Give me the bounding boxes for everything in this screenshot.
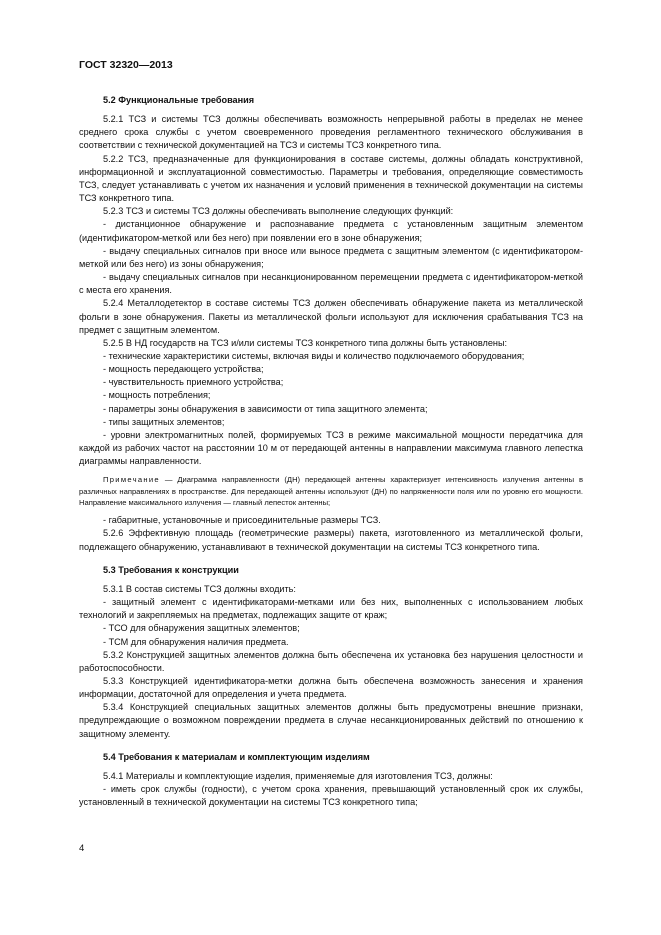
para-5-2-6: 5.2.6 Эффективную площадь (геометрические размеры) пакета, изготовленного из металлической фольги, подлежащего обнаружению, устанавливают в технической документации на системы ТСЗ конкретного типа. (79, 528, 583, 552)
list-item: - типы защитных элементов; (103, 416, 225, 427)
list-item: - технические характеристики системы, включая виды и количество подключаемого оборудования; (103, 350, 525, 361)
list-item: - параметры зоны обнаружения в зависимости от типа защитного элемента; (103, 403, 428, 414)
para-5-4-1: 5.4.1 Материалы и комплектующие изделия, применяемые для изготовления ТСЗ, должны: (103, 770, 493, 781)
para-5-3-2: 5.3.2 Конструкцией защитных элементов должна быть обеспечена их установка без нарушения целостности и работоспособности. (79, 649, 583, 673)
note-label: Примечание (103, 475, 160, 485)
list-item: - мощность передающего устройства; (103, 364, 264, 375)
section-5-4-title: 5.4 Требования к материалам и комплектующим изделиям (103, 751, 370, 762)
para-5-3-3: 5.3.3 Конструкцией идентификатора-метки должна быть обеспечена возможность занесения и хранения информации, достаточной для определения и учета предмета. (79, 675, 583, 700)
para-5-2-5: 5.2.5 В НД государств на ТСЗ и/или системы ТСЗ конкретного типа должны быть установлены: (103, 337, 508, 348)
para-5-2-1: 5.2.1 ТСЗ и системы ТСЗ должны обеспечивать возможность непрерывной работы в пределах не менее среднего срока службы с учетом своевременного проведения регламентного технического обслуживания в соответствии с технической документацией на ТСЗ и системы ТСЗ конкретного типа. (79, 114, 583, 151)
list-item: - ТСО для обнаружения защитных элементов; (103, 623, 300, 634)
note-text: — Диаграмма направленности (ДН) передающей антенны характеризует интенсивность излучения антенны в различных направлениях в пространстве. Для передающей антенны используют (ДН) по напряженности поля или по уровню его мощности. Направление максимального излучения — главный лепесток антенны; (79, 475, 583, 507)
page-header: ГОСТ 32320—2013 (79, 59, 173, 71)
section-5-2-title: 5.2 Функциональные требования (103, 95, 255, 105)
list-item: - защитный элемент с идентификаторами-метками или без них, выполненных с использованием любых технологий и закрепляемых на предметах, подлежащих защите от краж; (79, 597, 583, 621)
para-5-3-1: 5.3.1 В состав системы ТСЗ должны входить: (103, 583, 296, 594)
para-5-3-4: 5.3.4 Конструкцией специальных защитных элементов должны быть предусмотрены внешние признаки, предупреждающие о возможном повреждении предмета в случае несанкционированных действий по отношению к защитному элементу. (79, 702, 583, 739)
list-item: - иметь срок службы (годности), с учетом срока хранения, превышающий установленный срок их службы, установленный в технической документации на системы ТСЗ конкретного типа; (79, 784, 583, 808)
para-5-2-4: 5.2.4 Металлодетектор в составе системы ТСЗ должен обеспечивать обнаружение пакета из металлической фольги в зоне обнаружения. Пакеты из металлической фольги используют для исключения срабатывания ТСЗ на предмет с защитным элементом. (79, 298, 583, 335)
para-5-2-2: 5.2.2 ТСЗ, предназначенные для функционирования в составе системы, должны обладать конструктивной, информационной и эксплуатационной совместимостью. Параметры и требования, определяющие совместимость ТСЗ, следует устанавливать с учетом их назначения и условий применения в технической документации на системы ТСЗ конкретного типа. (79, 153, 583, 204)
list-item: - выдачу специальных сигналов при несанкционированном перемещении предмета с идентификатором-меткой с места его хранения. (79, 272, 583, 296)
list-item: - ТСМ для обнаружения наличия предмета. (103, 636, 289, 647)
list-item: - уровни электромагнитных полей, формируемых ТСЗ в режиме максимальной мощности передатчика для каждой из рабочих частот на расстоянии 10 м от передающей антенны в направлении максимума главного лепестка диаграммы направленности. (79, 429, 583, 467)
note (79, 474, 583, 508)
list-item: - мощность потребления; (103, 390, 211, 401)
list-item: - чувствительность приемного устройства; (103, 377, 284, 388)
list-item: - дистанционное обнаружение и распознавание предмета с установленным защитным элементом (идентификатором-меткой или без него) при появлении его в зоне обнаружения; (79, 219, 583, 243)
document-body (79, 94, 583, 809)
list-item: - выдачу специальных сигналов при вносе или выносе предмета с защитным элементом (с идентификатором-меткой или без него) из зоны обнаружения; (79, 245, 583, 269)
section-5-3-title: 5.3 Требования к конструкции (103, 564, 239, 575)
para-5-2-3: 5.2.3 ТСЗ и системы ТСЗ должны обеспечивать выполнение следующих функций: (103, 206, 454, 217)
list-item: - габаритные, установочные и присоединительные размеры ТСЗ. (103, 515, 381, 526)
page-number: 4 (79, 843, 85, 854)
